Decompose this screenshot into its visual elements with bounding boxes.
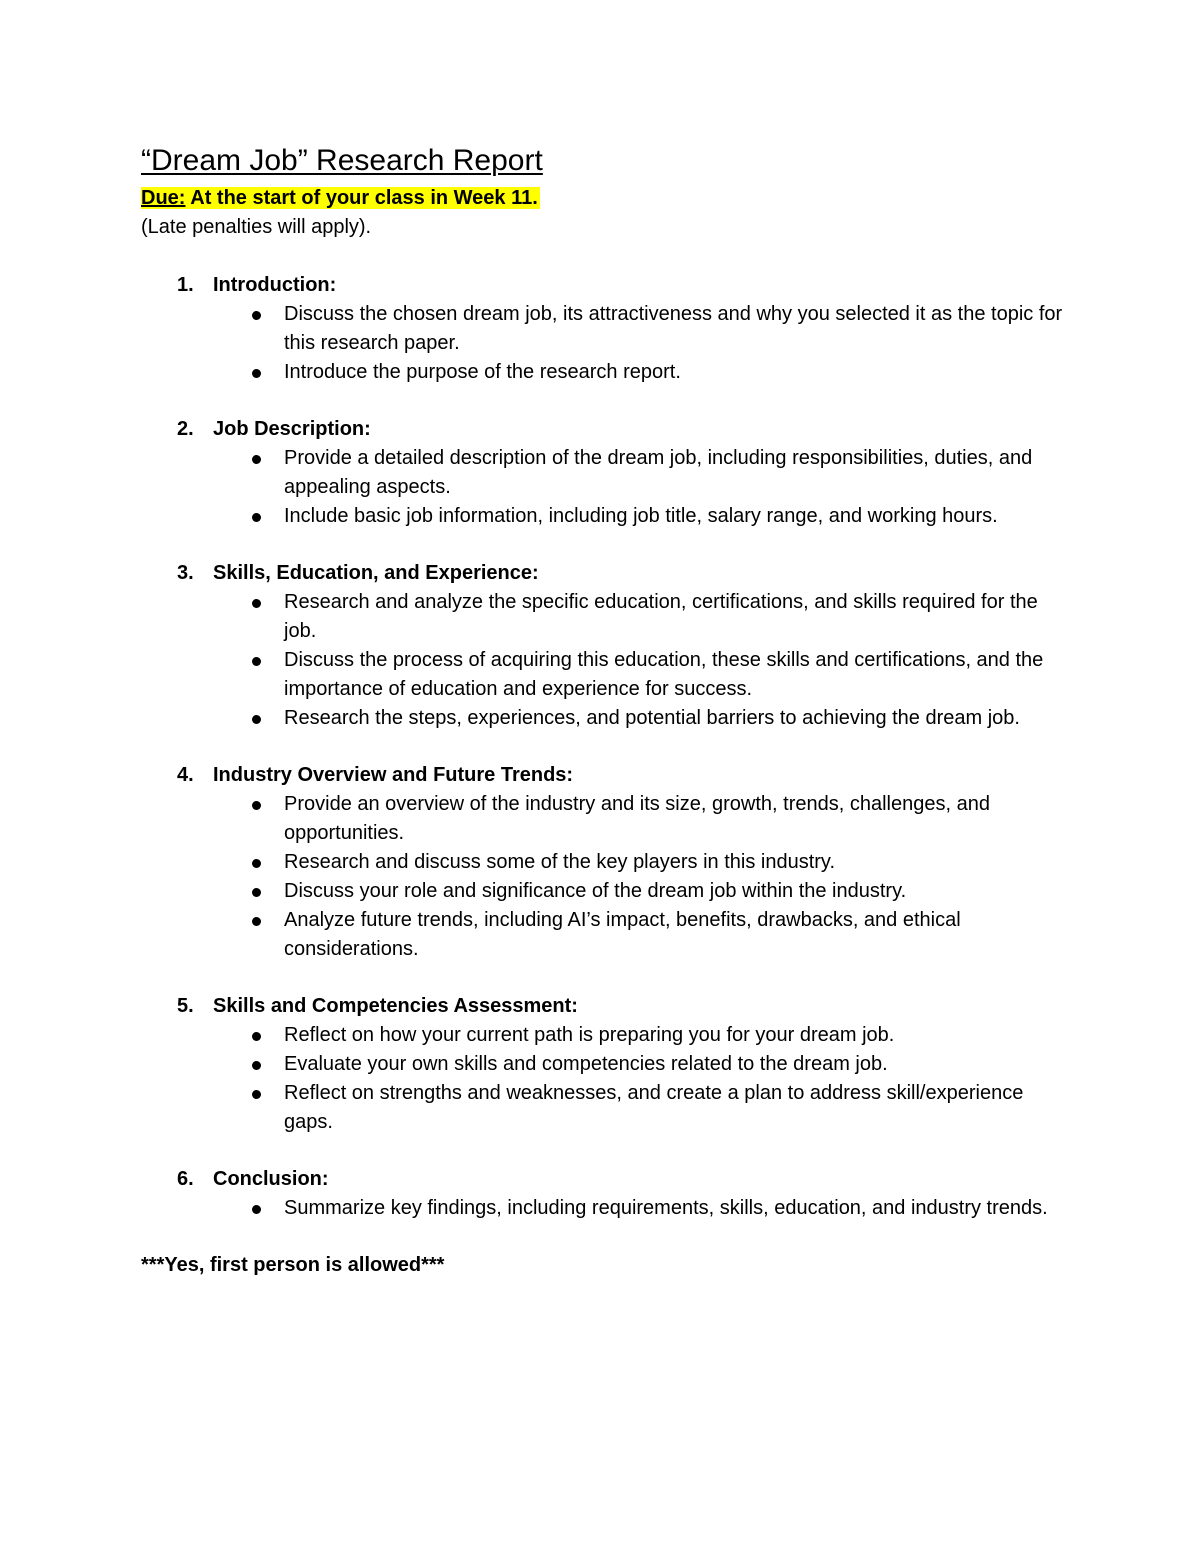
bullet-text: Include basic job information, including job title, salary range, and working hours. (284, 505, 998, 527)
bullet-text: Evaluate your own skills and competencies related to the dream job. (284, 1053, 888, 1075)
bullet-text: Discuss the chosen dream job, its attractiveness and why you selected it as the topic for this research paper. (284, 303, 1063, 354)
late-penalty-note: (Late penalties will apply). (141, 216, 372, 238)
bullet-item (141, 588, 1081, 646)
bullet-dot-icon (252, 1205, 261, 1214)
section-number: 5. (177, 995, 194, 1017)
section-number: 1. (177, 274, 194, 296)
bullet-text: Research and discuss some of the key players in this industry. (284, 851, 835, 873)
bullet-dot-icon (252, 369, 261, 378)
bullet-dot-icon (252, 1032, 261, 1041)
bullet-item (141, 704, 1081, 733)
bullet-list (141, 300, 1081, 387)
bullet-dot-icon (252, 455, 261, 464)
section-heading (141, 1165, 1081, 1194)
bullet-text: Analyze future trends, including AI’s impact, benefits, drawbacks, and ethical considerations. (284, 909, 961, 960)
section-list (141, 271, 1081, 1223)
section-title: Conclusion: (213, 1168, 329, 1190)
section-title: Job Description: (213, 418, 371, 440)
bullet-text: Discuss the process of acquiring this education, these skills and certifications, and the importance of education and experience for success. (284, 649, 1044, 700)
section-title: Industry Overview and Future Trends: (213, 764, 574, 786)
bullet-item (141, 906, 1081, 964)
bullet-text: Research the steps, experiences, and potential barriers to achieving the dream job. (284, 707, 1020, 729)
section-conclusion (141, 1165, 1081, 1223)
bullet-text: Research and analyze the specific education, certifications, and skills required for the job. (284, 591, 1038, 642)
bullet-list (141, 1021, 1081, 1137)
section-skills-education-experience (141, 559, 1081, 733)
bullet-item (141, 444, 1081, 502)
section-heading (141, 271, 1081, 300)
document-title: “Dream Job” Research Report (141, 144, 543, 177)
section-heading (141, 415, 1081, 444)
bullet-item (141, 502, 1081, 531)
bullet-text: Provide an overview of the industry and its size, growth, trends, challenges, and opportunities. (284, 793, 990, 844)
bullet-dot-icon (252, 859, 261, 868)
bullet-list (141, 790, 1081, 964)
bullet-item (141, 358, 1081, 387)
bullet-item (141, 1079, 1081, 1137)
section-industry-overview (141, 761, 1081, 964)
bullet-dot-icon (252, 917, 261, 926)
bullet-dot-icon (252, 1061, 261, 1070)
document-content (141, 140, 1081, 1280)
first-person-note: ***Yes, first person is allowed*** (141, 1254, 445, 1276)
due-text: At the start of your class in Week 11. (185, 187, 538, 209)
bullet-item (141, 877, 1081, 906)
bullet-dot-icon (252, 513, 261, 522)
section-title: Introduction: (213, 274, 337, 296)
bullet-item (141, 1194, 1081, 1223)
bullet-item (141, 848, 1081, 877)
bullet-dot-icon (252, 599, 261, 608)
bullet-item (141, 300, 1081, 358)
bullet-list (141, 444, 1081, 531)
section-number: 2. (177, 418, 194, 440)
bullet-list (141, 588, 1081, 733)
due-line (141, 184, 1081, 213)
due-highlight (141, 187, 540, 209)
section-title: Skills, Education, and Experience: (213, 562, 539, 584)
bullet-item (141, 790, 1081, 848)
section-skills-assessment (141, 992, 1081, 1137)
due-label: Due: (141, 187, 186, 209)
bullet-text: Provide a detailed description of the dream job, including responsibilities, duties, and appealing aspects. (284, 447, 1033, 498)
section-number: 3. (177, 562, 194, 584)
bullet-text: Reflect on how your current path is preparing you for your dream job. (284, 1024, 895, 1046)
section-heading (141, 992, 1081, 1021)
section-number: 4. (177, 764, 194, 786)
bullet-item (141, 1021, 1081, 1050)
section-heading (141, 559, 1081, 588)
bullet-dot-icon (252, 888, 261, 897)
bullet-item (141, 1050, 1081, 1079)
bullet-text: Introduce the purpose of the research report. (284, 361, 681, 383)
section-heading (141, 761, 1081, 790)
bullet-item (141, 646, 1081, 704)
bullet-dot-icon (252, 715, 261, 724)
section-introduction (141, 271, 1081, 387)
bullet-text: Discuss your role and significance of the dream job within the industry. (284, 880, 907, 902)
section-number: 6. (177, 1168, 194, 1190)
bullet-text: Summarize key findings, including requirements, skills, education, and industry trends. (284, 1197, 1048, 1219)
bullet-dot-icon (252, 311, 261, 320)
section-job-description (141, 415, 1081, 531)
bullet-list (141, 1194, 1081, 1223)
bullet-dot-icon (252, 801, 261, 810)
bullet-dot-icon (252, 657, 261, 666)
bullet-dot-icon (252, 1090, 261, 1099)
bullet-text: Reflect on strengths and weaknesses, and create a plan to address skill/experience gaps. (284, 1082, 1024, 1133)
section-title: Skills and Competencies Assessment: (213, 995, 578, 1017)
